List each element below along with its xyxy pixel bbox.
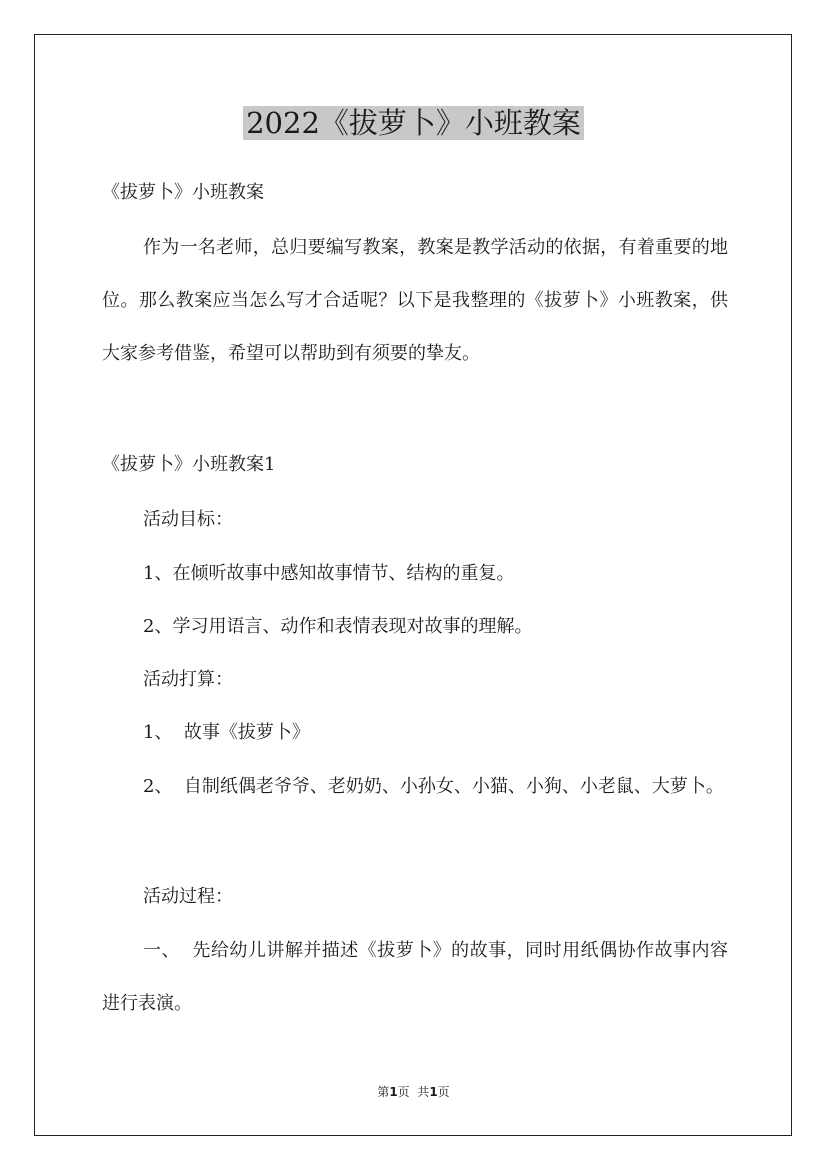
goal-item-1: 1、在倾听故事中感知故事情节、结构的重复。 [143,563,515,584]
section-heading: 《拔萝卜》小班教案1 [102,454,276,475]
process-heading: 活动过程： [143,886,233,907]
footer-page-total: 1 [429,1085,438,1099]
goals-heading: 活动目标： [143,509,233,530]
footer-mid: 页 共 [397,1085,430,1099]
prep-item-1: 1、 故事《拔萝卜》 [143,722,310,743]
document-title-text: 2022《拔萝卜》小班教案 [243,106,584,140]
page-footer [0,1084,827,1100]
process-item-1: 一、 先给幼儿讲解并描述《拔萝卜》的故事，同时用纸偶协作故事内容进行表演。 [102,940,728,1014]
subtitle: 《拔萝卜》小班教案 [102,182,264,203]
document-title [0,100,827,146]
footer-suffix: 页 [437,1085,450,1099]
prep-heading: 活动打算： [143,669,233,690]
footer-page-number: 1 [389,1085,398,1099]
prep-item-2: 2、 自制纸偶老爷爷、老奶奶、小孙女、小猫、小狗、小老鼠、大萝卜。 [143,776,724,797]
intro-paragraph: 作为一名老师，总归要编写教案，教案是教学活动的依据，有着重要的地位。那么教案应当怎么写才合适呢？以下是我整理的《拔萝卜》小班教案，供大家参考借鉴，希望可以帮助到有须要的挚友。 [102,237,728,364]
footer-prefix: 第 [377,1085,390,1099]
goal-item-2: 2、学习用语言、动作和表情表现对故事的理解。 [143,616,533,637]
